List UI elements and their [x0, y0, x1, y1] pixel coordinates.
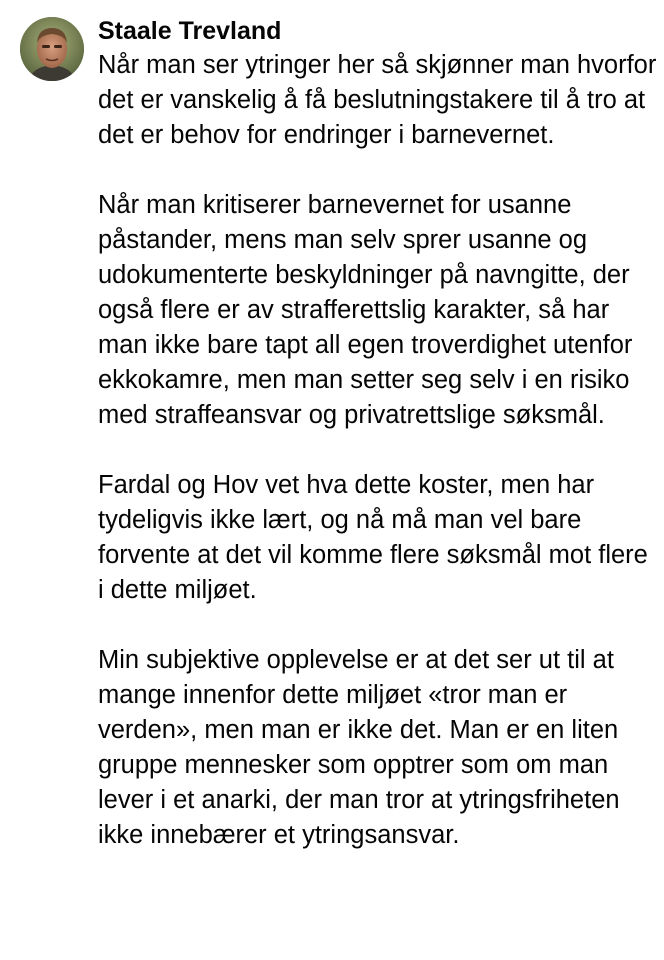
avatar[interactable]	[20, 17, 84, 81]
comment-paragraph: Min subjektive opplevelse er at det ser ut til at mange innenfor dette miljøet «tror man er verden», men man er ikke det. Man er en liten gruppe mennesker som opptrer som om man lever i et anarki, der man tror at ytringsfriheten ikke innebærer et ytringsansvar.	[98, 646, 620, 849]
comment-paragraph: Når man kritiserer barnevernet for usanne påstander, mens man selv sprer usanne og udokumenterte beskyldninger på navngitte, der også flere er av strafferettslig karakter, så har man ikke bare tapt all egen troverdighet utenfor ekkokamre, men man setter seg selv i en risiko med straffeansvar og privatrettslige søksmål.	[98, 191, 633, 429]
comment-author[interactable]: Staale Trevland	[98, 17, 282, 45]
avatar-photo-icon	[20, 17, 84, 81]
comment-paragraph: Når man ser ytringer her så skjønner man hvorfor det er vanskelig å få beslutningstakere til å tro at det er behov for endringer i barnevernet.	[98, 51, 657, 149]
comment-paragraph: Fardal og Hov vet hva dette koster, men har tydeligvis ikke lært, og nå må man vel bare forvente at det vil komme flere søksmål mot flere i dette miljøet.	[98, 471, 648, 604]
comment-bubble	[98, 14, 658, 853]
comment-body	[98, 48, 658, 853]
